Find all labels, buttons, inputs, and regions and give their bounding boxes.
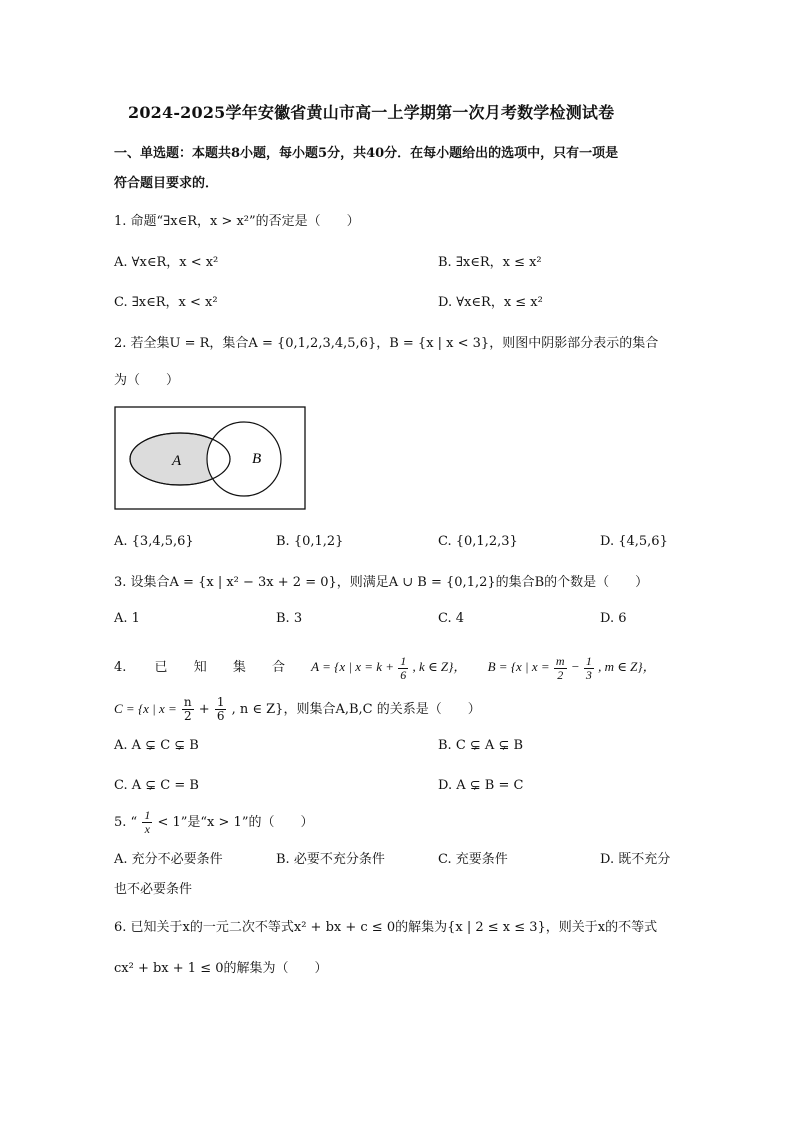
- fraction-denominator: 2: [557, 667, 564, 682]
- fraction-numerator: n: [183, 695, 192, 709]
- question-6-stem-cont: cx² + bx + 1 ≤ 0的解集为（ ）: [114, 961, 328, 976]
- question-1-stem: 1. 命题“∃x∈R，x > x²”的否定是（ ）: [114, 214, 360, 229]
- fraction-numerator: 1: [216, 695, 225, 709]
- question-1-option-d: D. ∀x∈R，x ≤ x²: [438, 295, 543, 310]
- question-1-option-a: A. ∀x∈R，x < x²: [114, 255, 219, 270]
- set-b-suffix: , m ∈ Z}，: [598, 659, 656, 674]
- question-3-option-b: B. 3: [276, 611, 303, 626]
- question-4-number: 4.: [114, 660, 127, 675]
- fraction-one-sixth: [215, 696, 227, 723]
- question-5-option-a: A. 充分不必要条件: [114, 852, 223, 867]
- fraction-one-over-x: [142, 809, 152, 836]
- set-c-operator: +: [198, 702, 210, 717]
- question-5-suffix: < 1”是“x > 1”的（ ）: [157, 815, 314, 830]
- set-a-suffix: , k ∈ Z}，: [412, 659, 467, 674]
- question-4-option-d: D. A ⊊ B = C: [438, 778, 524, 793]
- fraction-denominator: 6: [400, 667, 407, 682]
- question-4-word: 集: [232, 660, 246, 675]
- question-3-option-d: D. 6: [600, 611, 627, 626]
- question-4-word: 知: [193, 660, 207, 675]
- question-5-stem: [114, 808, 313, 838]
- fraction-numerator: 1: [585, 653, 592, 668]
- question-4-line1: [114, 652, 656, 683]
- set-c-suffix: , n ∈ Z}，则集合A,B,C 的关系是（ ）: [231, 702, 481, 717]
- question-1-option-b: B. ∃x∈R，x ≤ x²: [438, 255, 542, 270]
- fraction-numerator: m: [555, 653, 565, 668]
- fraction-one-sixth: [398, 655, 408, 682]
- question-5-option-b: B. 必要不充分条件: [276, 852, 385, 867]
- venn-label-b: B: [252, 451, 262, 467]
- question-4-option-a: A. A ⊊ C ⊊ B: [114, 738, 199, 753]
- fraction-denominator: 6: [216, 709, 225, 723]
- fraction-n-half: [182, 696, 194, 723]
- question-3-option-c: C. 4: [438, 611, 465, 626]
- set-a-prefix: A = {x | x = k +: [311, 659, 395, 674]
- question-4-word: 已: [154, 660, 168, 675]
- question-4-word: 合: [272, 660, 286, 675]
- question-1-option-c: C. ∃x∈R，x < x²: [114, 295, 218, 310]
- fraction-denominator: x: [144, 822, 150, 836]
- set-b-operator: −: [570, 659, 580, 674]
- question-2-stem: 2. 若全集U = R，集合A = {0,1,2,3,4,5,6}，B = {x | x < 3}，则图中阴影部分表示的集合: [114, 336, 659, 351]
- fraction-denominator: 3: [585, 667, 592, 682]
- fraction-numerator: 1: [144, 808, 151, 822]
- question-4-option-c: C. A ⊊ C = B: [114, 778, 199, 793]
- fraction-numerator: 1: [400, 653, 407, 668]
- page-title: 2024-2025学年安徽省黄山市高一上学期第一次月考数学检测试卷: [128, 103, 615, 122]
- set-a-definition: [311, 653, 469, 682]
- question-2-option-a: A. {3,4,5,6}: [114, 534, 194, 549]
- section-instructions-line1: 一、单选题：本题共8小题，每小题5分，共40分．在每小题给出的选项中，只有一项是: [114, 146, 619, 161]
- question-2-option-d: D. {4,5,6}: [600, 534, 668, 549]
- question-3-stem: 3. 设集合A = {x | x² − 3x + 2 = 0}，则满足A ∪ B = {0,1,2}的集合B的个数是（ ）: [114, 575, 649, 590]
- question-5-option-d: D. 既不充分: [600, 852, 671, 867]
- fraction-one-third: [584, 655, 594, 682]
- question-2-option-b: B. {0,1,2}: [276, 534, 344, 549]
- set-b-prefix: B = {x | x =: [487, 659, 550, 674]
- set-c-prefix: C = {x | x =: [114, 701, 177, 716]
- question-4-option-b: B. C ⊊ A ⊊ B: [438, 738, 524, 753]
- venn-diagram: [114, 406, 308, 512]
- question-5-option-d-continued: 也不必要条件: [114, 882, 193, 897]
- set-b-definition: [487, 653, 656, 682]
- fraction-denominator: 2: [183, 709, 192, 723]
- question-2-stem-cont: 为（ ）: [114, 373, 180, 388]
- section-instructions-line2: 符合题目要求的．: [114, 176, 219, 191]
- question-6-stem: 6. 已知关于x的一元二次不等式x² + bx + c ≤ 0的解集为{x | 2 ≤ x ≤ 3}，则关于x的不等式: [114, 920, 658, 935]
- question-5-prefix: 5. “: [114, 815, 138, 830]
- question-3-option-a: A. 1: [114, 611, 140, 626]
- question-2-option-c: C. {0,1,2,3}: [438, 534, 518, 549]
- fraction-m-half: [554, 655, 567, 682]
- venn-label-a: A: [172, 453, 182, 469]
- question-5-option-c: C. 充要条件: [438, 852, 508, 867]
- question-4-line2: [114, 694, 481, 725]
